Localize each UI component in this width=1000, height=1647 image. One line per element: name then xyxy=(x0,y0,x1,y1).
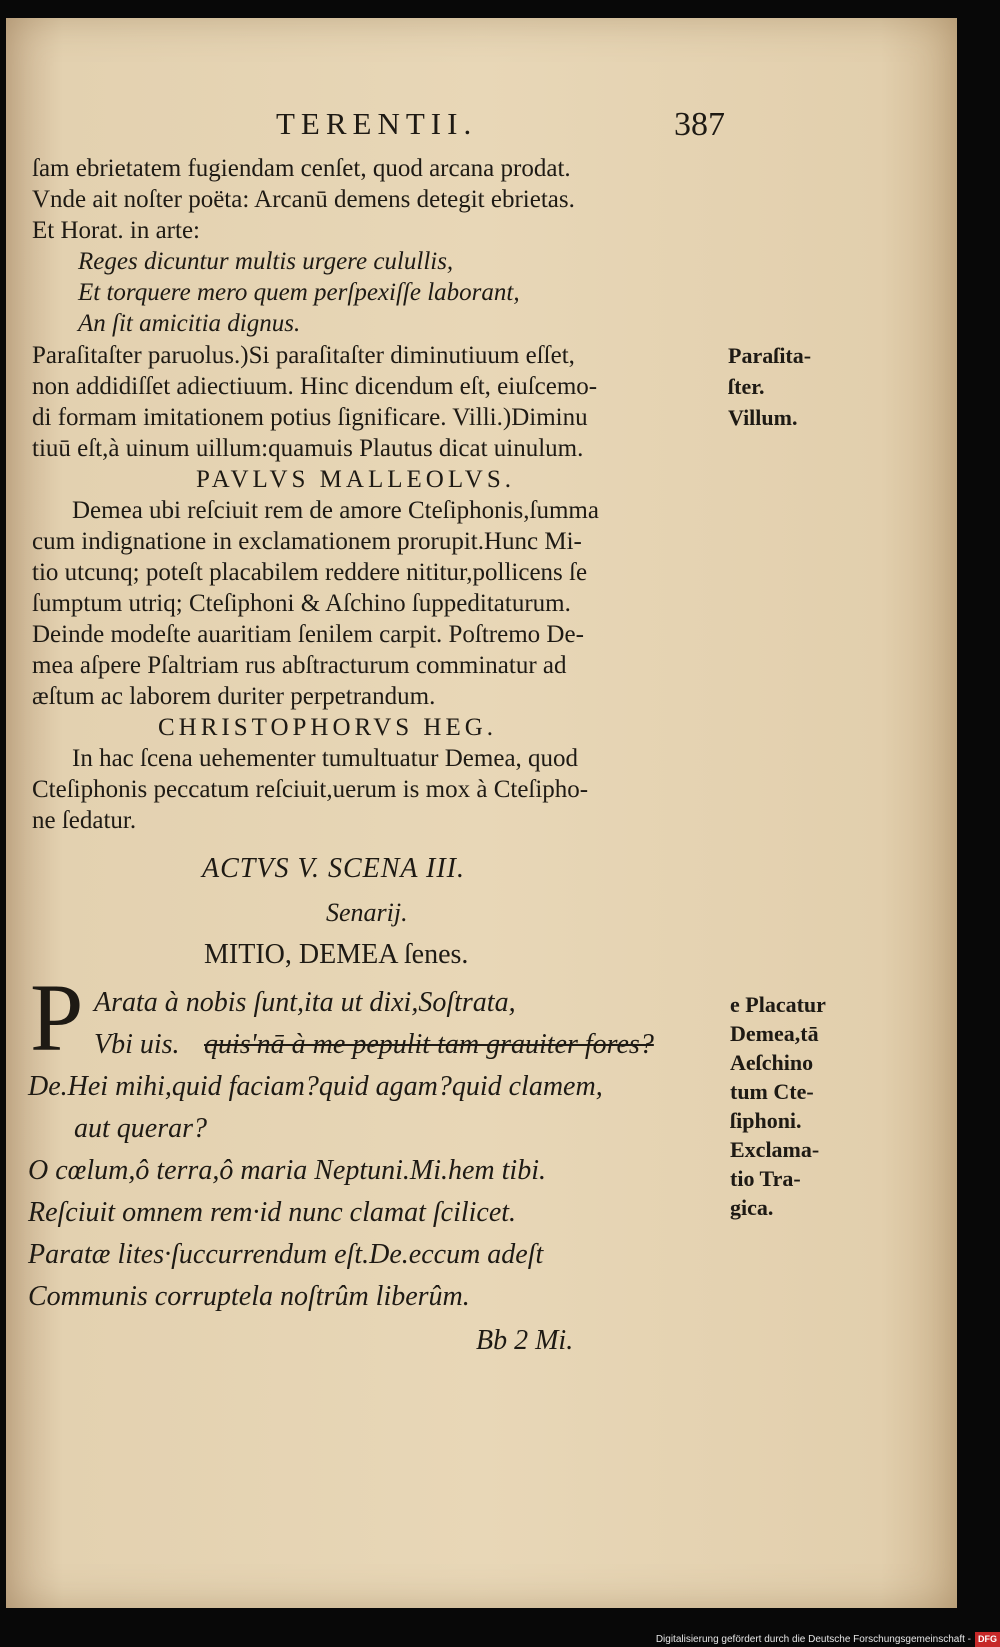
commentary-line: Vnde ait noſter poëta: Arcanū demens detegit ebrietas. xyxy=(32,186,575,213)
verse-line: Communis corruptela noſtrûm liberûm. xyxy=(28,1281,470,1312)
margin-note: Paraſita- xyxy=(728,343,812,368)
commentary-line: ne ſedatur. xyxy=(32,807,137,834)
verse-line: De.Hei mihi,quid faciam?quid agam?quid clamem, xyxy=(28,1071,603,1102)
verse-line-struck: quis'nā à me pepulit tam grauiter fores? xyxy=(204,1029,654,1060)
catchword: Bb 2 Mi. xyxy=(476,1325,574,1356)
verse-line: Arata à nobis ſunt,ita ut dixi,Soſtrata, xyxy=(94,987,516,1018)
page-number: 387 xyxy=(674,106,725,143)
act-heading: ACTVS V. SCENA III. xyxy=(202,853,465,884)
drop-cap: P xyxy=(30,964,84,1071)
verse-line: Reſciuit omnem rem·id nunc clamat ſcilicet. xyxy=(28,1197,517,1228)
verse-line: O cœlum,ô terra,ô maria Neptuni.Mi.hem tibi. xyxy=(28,1155,546,1186)
commentary-line: cum indignatione in exclamationem prorupit.Hunc Mi- xyxy=(32,528,582,555)
commentary-line: Et Horat. in arte: xyxy=(32,217,200,244)
margin-note: tum Cte- xyxy=(730,1079,814,1104)
commentary-line: Demea ubi reſciuit rem de amore Cteſiphonis,ſumma xyxy=(72,497,599,524)
margin-note: e Placatur xyxy=(730,992,826,1017)
margin-note: Aeſchino xyxy=(730,1050,814,1075)
page-header xyxy=(6,106,957,146)
commentary-line: mea aſpere Pſaltriam rus abſtracturum comminatur ad xyxy=(32,652,567,679)
footer-text: Digitalisierung gefördert durch die Deutsche Forschungsgemeinschaft - xyxy=(655,1634,971,1645)
commentary-line: tio utcunq; poteſt placabilem reddere nititur,pollicens ſe xyxy=(32,559,588,586)
commentary-line: ſumptum utriq; Cteſiphoni & Aſchino ſuppeditaturum. xyxy=(32,590,571,617)
verse-line: Vbi uis. xyxy=(94,1029,180,1060)
section-heading: CHRISTOPHORVS HEG. xyxy=(158,714,498,741)
dramatis-personae: MITIO, DEMEA ſenes. xyxy=(204,939,469,970)
horace-quote-line: An ſit amicitia dignus. xyxy=(78,310,301,337)
verse-line: Paratæ lites·ſuccurrendum eſt.De.eccum adeſt xyxy=(28,1239,544,1270)
margin-note: gica. xyxy=(730,1195,774,1220)
horace-quote-line: Reges dicuntur multis urgere culullis, xyxy=(78,248,454,275)
commentary-line: di formam imitationem potius ſignificare. Villi.)Diminu xyxy=(32,404,588,431)
section-heading: PAVLVS MALLEOLVS. xyxy=(196,466,516,493)
margin-note: ſiphoni. xyxy=(730,1108,802,1133)
margin-note: Villum. xyxy=(728,405,798,430)
commentary-line: Paraſitaſter paruolus.)Si paraſitaſter diminutiuum eſſet, xyxy=(32,342,575,369)
running-title: TERENTII. xyxy=(276,106,478,141)
commentary-line: Cteſiphonis peccatum reſciuit,uerum is mox à Cteſipho- xyxy=(32,776,589,803)
margin-note: tio Tra- xyxy=(730,1166,801,1191)
verse-line: aut querar? xyxy=(74,1113,207,1144)
commentary-line: Deinde modeſte auaritiam ſenilem carpit. Poſtremo De- xyxy=(32,621,584,648)
commentary-line: tiuū eſt,à uinum uillum:quamuis Plautus dicat uinulum. xyxy=(32,435,584,462)
book-page xyxy=(6,18,957,1608)
meter-label: Senarij. xyxy=(326,898,408,927)
margin-note: ſter. xyxy=(728,374,765,399)
dfg-logo: DFG xyxy=(975,1632,1000,1647)
horace-quote-line: Et torquere mero quem perſpexiſſe laborant, xyxy=(78,279,520,306)
commentary-line: ſam ebrietatem fugiendam cenſet, quod arcana prodat. xyxy=(32,155,571,182)
margin-note: Demea,tā xyxy=(730,1021,819,1046)
margin-note: Exclama- xyxy=(730,1137,820,1162)
commentary-line: æſtum ac laborem duriter perpetrandum. xyxy=(32,683,436,710)
funding-footer xyxy=(600,1632,1000,1647)
commentary-line: non addidiſſet adiectiuum. Hinc dicendum eſt, eiuſcemo- xyxy=(32,373,598,400)
commentary-line: In hac ſcena uehementer tumultuatur Demea, quod xyxy=(72,745,579,772)
